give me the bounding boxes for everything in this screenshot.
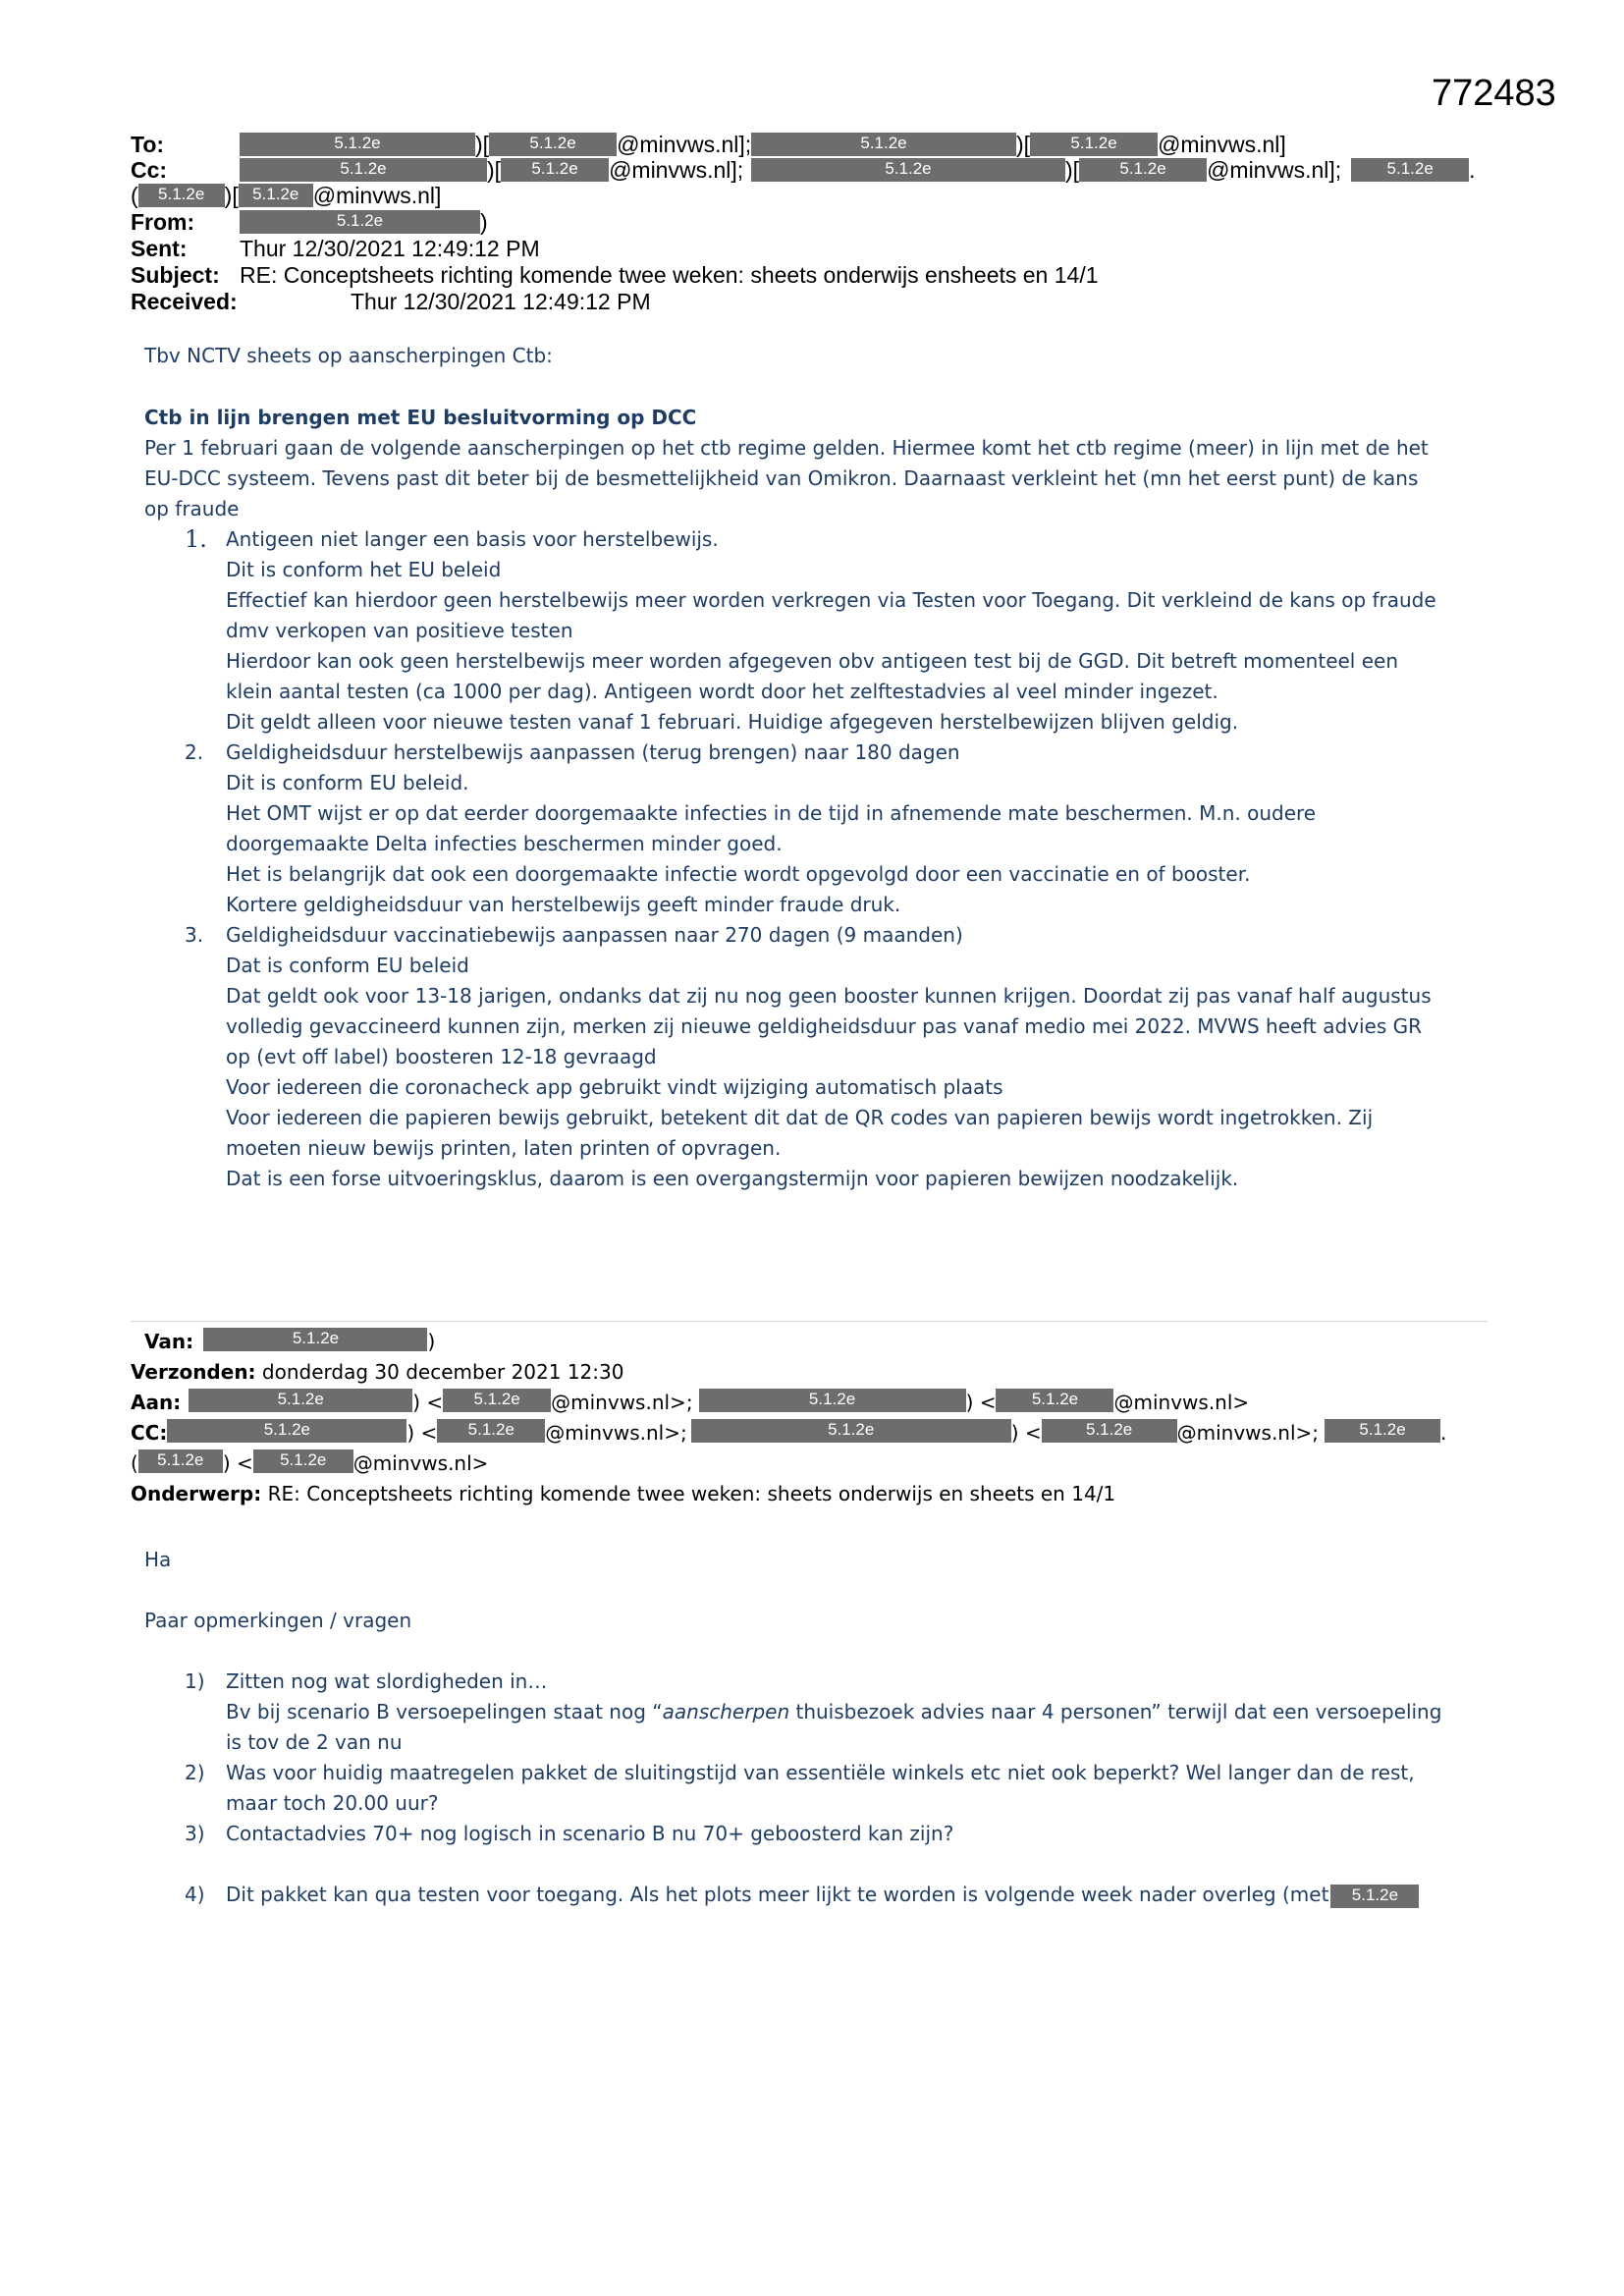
to-label: To: xyxy=(131,132,165,157)
redaction: 5.1.2e xyxy=(239,184,313,207)
redaction: 5.1.2e xyxy=(489,133,617,156)
text-segment: Dit pakket kan qua testen voor toegang. Als het plots meer lijkt te worden is volgende week nader overleg (met xyxy=(226,1883,1329,1906)
email-domain: @minvws.nl>; xyxy=(551,1391,693,1414)
list-number: 2. xyxy=(185,740,204,764)
paren-bracket: )[ xyxy=(487,157,502,183)
email-domain: @minvws.nl> xyxy=(1113,1391,1250,1414)
cc-recipients-3 xyxy=(131,183,441,209)
list-item-line: Voor iedereen die papieren bewijs gebruikt, betekent dit dat de QR codes van papieren bewijs wordt ingetrokken. Zij xyxy=(226,1106,1374,1129)
list-item-line: Dit is conform EU beleid. xyxy=(226,771,469,794)
document-id: 772483 xyxy=(1432,73,1556,114)
emphasis-text: aanscherpen xyxy=(662,1700,790,1723)
email-domain: @minvws.nl>; xyxy=(545,1421,687,1445)
email-domain: @minvws.nl]; xyxy=(609,157,744,183)
list-item-line: Dit geldt alleen voor nieuwe testen vanaf 1 februari. Huidige afgegeven herstelbewijzen blijven geldig. xyxy=(226,710,1239,734)
list-item-line: Contactadvies 70+ nog logisch in scenario B nu 70+ geboosterd kan zijn? xyxy=(226,1822,954,1845)
subject-label: Subject: xyxy=(131,262,220,288)
list-item-line: dmv verkopen van positieve testen xyxy=(226,619,573,642)
list-item-line: Het OMT wijst er op dat eerder doorgemaakte infecties in de tijd in afnemende mate beschermen. M.n. oudere xyxy=(226,801,1317,825)
dot: . xyxy=(1469,157,1476,183)
redaction: 5.1.2e xyxy=(501,158,609,182)
redaction: 5.1.2e xyxy=(751,133,1016,156)
sent-label: Sent: xyxy=(131,236,188,261)
redaction: 5.1.2e xyxy=(691,1419,1011,1443)
to-recipients-2 xyxy=(751,132,1286,158)
redaction: 5.1.2e xyxy=(240,210,480,234)
list-item-line: Hierdoor kan ook geen herstelbewijs meer worden afgegeven obv antigeen test bij de GGD. Dit betreft momenteel een xyxy=(226,649,1399,673)
list-item-title: Antigeen niet langer een basis voor herstelbewijs. xyxy=(226,527,719,551)
email-domain: @minvws.nl> xyxy=(352,1451,489,1475)
greeting: Ha xyxy=(144,1548,172,1571)
reply-para-line: EU-DCC systeem. Tevens past dit beter bij de besmettelijkheid van Omikron. Daarnaast verkleint het (mn het eerst punt) de kans xyxy=(144,466,1419,490)
list-item-line: op (evt off label) boosteren 12-18 gevraagd xyxy=(226,1045,657,1068)
list-item-line: Was voor huidig maatregelen pakket de sluitingstijd van essentiële winkels etc niet ook beperkt? Wel langer dan de rest, xyxy=(226,1761,1415,1784)
list-number: 4) xyxy=(185,1883,205,1906)
list-item-title: Geldigheidsduur herstelbewijs aanpassen (terug brengen) naar 180 dagen xyxy=(226,740,960,764)
list-item-line: Dat is conform EU beleid xyxy=(226,954,469,977)
reply-para-line: Per 1 februari gaan de volgende aanscherpingen op het ctb regime gelden. Hiermee komt het ctb regime (meer) in lijn met de het xyxy=(144,436,1429,460)
redaction: 5.1.2e xyxy=(138,1449,223,1473)
cc-recipients xyxy=(240,157,743,184)
list-item-line: is tov de 2 van nu xyxy=(226,1730,403,1754)
van-row xyxy=(144,1327,435,1356)
list-item-line: Effectief kan hierdoor geen herstelbewijs meer worden verkregen via Testen voor Toegang. Dit verkleind de kans op fraude xyxy=(226,588,1436,612)
paren-bracket: )[ xyxy=(1065,157,1080,183)
redaction: 5.1.2e xyxy=(253,1449,353,1473)
list-item-line xyxy=(226,1880,1419,1910)
from-label: From: xyxy=(131,209,195,235)
sent-row xyxy=(131,236,188,262)
redaction: 5.1.2e xyxy=(699,1389,966,1412)
text-segment: thuisbezoek advies naar 4 personen” terwijl dat een versoepeling xyxy=(789,1700,1442,1723)
reply-intro: Tbv NCTV sheets op aanscherpingen Ctb: xyxy=(144,344,553,367)
dot: . xyxy=(1440,1421,1447,1445)
email-domain: @minvws.nl]; xyxy=(617,132,752,157)
separator-line xyxy=(131,1321,1488,1322)
list-item-line xyxy=(226,1697,1441,1727)
redaction: 5.1.2e xyxy=(240,158,487,182)
angle-open: ) < xyxy=(412,1391,444,1414)
cc-original-row xyxy=(131,1418,1446,1448)
text-segment: Bv bij scenario B versoepelingen staat nog “ xyxy=(226,1700,663,1723)
van-label: Van: xyxy=(144,1330,194,1353)
list-number: 3) xyxy=(185,1822,205,1845)
redaction: 5.1.2e xyxy=(437,1419,545,1443)
verzonden-value: donderdag 30 december 2021 12:30 xyxy=(261,1360,624,1384)
redaction: 5.1.2e xyxy=(1030,133,1158,156)
received-row xyxy=(131,289,238,315)
aan-row xyxy=(131,1388,1249,1417)
list-item-line: Dat is een forse uitvoeringsklus, daarom is een overgangstermijn voor papieren bewijzen noodzakelijk. xyxy=(226,1167,1239,1190)
list-number: 3. xyxy=(185,923,204,947)
cc-label: Cc: xyxy=(131,157,168,183)
redaction: 5.1.2e xyxy=(240,133,475,156)
list-number: 1. xyxy=(185,525,207,553)
from-row xyxy=(131,209,194,236)
email-domain: @minvws.nl]; xyxy=(1207,157,1342,183)
onderwerp-row xyxy=(131,1479,1115,1508)
received-label: Received: xyxy=(131,289,238,314)
list-item-line: doorgemaakte Delta infecties beschermen minder goed. xyxy=(226,832,783,855)
redaction: 5.1.2e xyxy=(1042,1419,1177,1443)
redaction: 5.1.2e xyxy=(1325,1419,1440,1443)
email-domain: @minvws.nl] xyxy=(1158,132,1286,157)
paren-close: ) xyxy=(427,1330,436,1353)
paren-bracket: )[ xyxy=(475,132,490,157)
to-row xyxy=(131,132,164,158)
verzonden-label: Verzonden: xyxy=(131,1360,256,1384)
sent-value: Thur 12/30/2021 12:49:12 PM xyxy=(240,236,540,261)
redaction: 5.1.2e xyxy=(443,1389,551,1412)
received-value: Thur 12/30/2021 12:49:12 PM xyxy=(351,289,651,314)
list-item-line: Dat geldt ook voor 13-18 jarigen, ondanks dat zij nu nog geen booster kunnen krijgen. Doordat zij pas vanaf half augustus xyxy=(226,984,1432,1008)
paren-bracket: )[ xyxy=(224,183,239,208)
redaction: 5.1.2e xyxy=(1330,1885,1419,1908)
cc-original-row-2 xyxy=(131,1449,488,1478)
paren-bracket: )[ xyxy=(1016,132,1031,157)
onderwerp-label: Onderwerp: xyxy=(131,1482,262,1505)
redaction: 5.1.2e xyxy=(1079,158,1207,182)
redaction: 5.1.2e xyxy=(996,1389,1113,1412)
list-item-line: Het is belangrijk dat ook een doorgemaakte infectie wordt opgevolgd door een vaccinatie en of booster. xyxy=(226,862,1251,886)
list-item-line: moeten nieuw bewijs printen, laten printen of opvragen. xyxy=(226,1136,782,1160)
redaction: 5.1.2e xyxy=(751,158,1065,182)
redaction: 5.1.2e xyxy=(167,1419,406,1443)
list-number: 1) xyxy=(185,1669,205,1693)
cc-original-label: CC: xyxy=(131,1421,168,1445)
angle-open: ) < xyxy=(222,1451,253,1475)
redaction: 5.1.2e xyxy=(203,1328,427,1351)
subject-row xyxy=(131,262,220,289)
onderwerp-value: RE: Conceptsheets richting komende twee weken: sheets onderwijs en sheets en 14/1 xyxy=(267,1482,1116,1505)
redaction: 5.1.2e xyxy=(189,1389,412,1412)
list-item-line: volledig gevaccineerd kunnen zijn, merken zij nieuwe geldigheidsduur pas vanaf medio mei 2022. MVWS heeft advies GR xyxy=(226,1014,1423,1038)
cc-recipients-2 xyxy=(751,157,1476,184)
list-number: 2) xyxy=(185,1761,205,1784)
reply-para-line: op fraude xyxy=(144,497,240,520)
redaction: 5.1.2e xyxy=(138,184,225,207)
redaction: 5.1.2e xyxy=(1351,158,1469,182)
list-item-line: Zitten nog wat slordigheden in… xyxy=(226,1669,548,1693)
paren-open: ( xyxy=(131,1451,138,1475)
reply-heading: Ctb in lijn brengen met EU besluitvorming op DCC xyxy=(144,406,697,429)
list-item-line: Dit is conform het EU beleid xyxy=(226,558,502,581)
list-item-line: Voor iedereen die coronacheck app gebruikt vindt wijziging automatisch plaats xyxy=(226,1075,1003,1099)
angle-open: ) < xyxy=(965,1391,997,1414)
from-value xyxy=(240,209,488,236)
list-item-title: Geldigheidsduur vaccinatiebewijs aanpassen naar 270 dagen (9 maanden) xyxy=(226,923,963,947)
email-domain: @minvws.nl] xyxy=(312,183,442,208)
original-intro: Paar opmerkingen / vragen xyxy=(144,1609,412,1632)
list-item-line: maar toch 20.00 uur? xyxy=(226,1791,439,1815)
verzonden-row xyxy=(131,1357,623,1387)
cc-row xyxy=(131,157,167,184)
aan-label: Aan: xyxy=(131,1391,182,1414)
angle-open: ) < xyxy=(406,1421,438,1445)
angle-open: ) < xyxy=(1010,1421,1042,1445)
list-item-line: klein aantal testen (ca 1000 per dag). Antigeen wordt door het zelftestadvies al veel minder ingezet. xyxy=(226,680,1218,703)
subject-value: RE: Conceptsheets richting komende twee weken: sheets onderwijs ensheets en 14/1 xyxy=(240,262,1099,288)
list-item-line: Kortere geldigheidsduur van herstelbewijs geeft minder fraude druk. xyxy=(226,893,901,916)
email-domain: @minvws.nl>; xyxy=(1176,1421,1320,1445)
paren-open: ( xyxy=(131,183,138,208)
to-recipients xyxy=(240,132,751,158)
paren-close: ) xyxy=(480,209,488,235)
